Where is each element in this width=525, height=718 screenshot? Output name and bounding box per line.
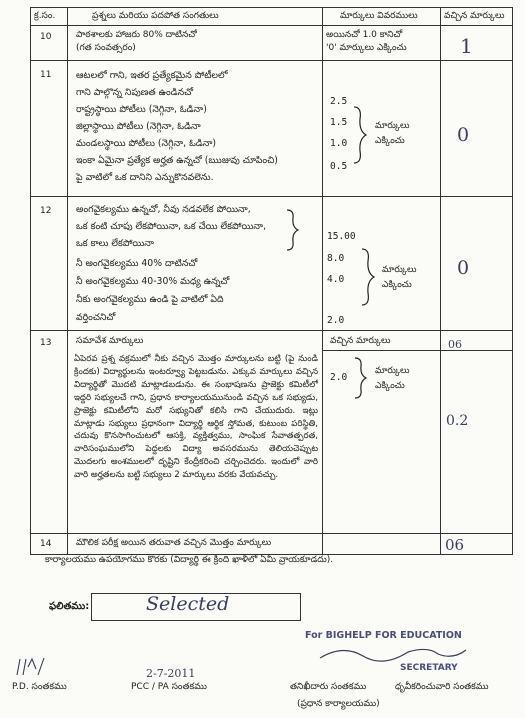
row10-marks-1: అయినచో 1.0 కానిచో (326, 30, 403, 40)
row11-line-3: రాష్ట్రస్థాయి పోటీలు (నెగ్గినా, ఓడినా) (76, 104, 207, 115)
row11-brace (350, 105, 370, 165)
signature-office: (ప్రధాన కార్యాలయము) (297, 699, 380, 709)
row10-line-1: పాఠశాలకు హాజరు 80% దాటినచో (76, 30, 197, 40)
row13-marks-1: మార్కులు (375, 366, 410, 376)
row-number: 10 (40, 32, 52, 42)
row10-marks-2: '0' మార్కులు ఎక్కించు (326, 43, 407, 53)
row11-marks-2: ఎక్కించు (375, 136, 405, 146)
marks-table (30, 7, 513, 554)
row12-line-1: అంగవైకల్యము ఉన్నచో, నీవు నడవలేక పోయినా, (76, 204, 251, 215)
row11-line-2: గాని పాల్గొన్న నిపుణత ఉండినచో (76, 87, 194, 98)
row11-line-1: ఆటలలో గాని, ఇతర ప్రత్యేకమైన పోటీలలో (76, 70, 228, 81)
pcc-signature: 2-7-2011 (146, 667, 196, 680)
row-number: 13 (40, 338, 52, 348)
row12-marks-1: మార్కులు (382, 265, 417, 275)
row10-obtained: 1 (460, 34, 473, 58)
row12-value-1: 15.00 (327, 231, 356, 242)
row11-line-6: ఇంకా ఏమైనా ప్రత్యేక అర్హత ఉన్నచో (ఋజువు చూపించి) (76, 155, 278, 166)
office-note: కార్యాలయము ఉపయోగము కొరకు (విద్యార్థి ఈ క్రింది ఖాళీలో ఏమీ వ్రాయకూడదు). (45, 555, 334, 565)
row13-brace (352, 356, 370, 400)
stamp-secretary: SECRETARY (400, 663, 458, 673)
row12-line-5: నీ అంగవైకల్యము 40-30% మధ్య ఉన్నచో (76, 276, 230, 287)
row13-obtained: 0.2 (446, 413, 469, 429)
row12-marks-2: ఎక్కించు (382, 280, 412, 290)
row12-obtained: 0 (457, 257, 470, 279)
row11-line-7: పై వాటిలో ఒక దానిని ఎన్నుకొనవలెను. (76, 172, 214, 183)
row11-value-2: 1.5 (330, 117, 348, 128)
row11-value-1: 2.5 (330, 96, 348, 107)
row-number: 14 (40, 539, 52, 549)
signature-pd: P.D. సంతకము (12, 682, 67, 692)
row12-line-2: ఒక కంటి చూపు లేకపోయినా, ఒక చేయి లేకపోయినా, (76, 221, 267, 232)
signature-approve: ధృవీకరించువారి సంతకము (395, 682, 489, 692)
row13-obtained-label: వచ్చిన మార్కులు (330, 336, 391, 346)
row13-marks-2: ఎక్కించు (375, 381, 405, 391)
header-question: ప్రశ్నలు మరియు పదపోత సంగతులు (92, 11, 219, 21)
row12-line-6: నీకు అంగవైకల్యము ఉండి పై వాటిలో ఏది (76, 294, 224, 305)
row12-line-3: ఒక కాలు లేకపోయినా (76, 238, 154, 249)
row12-brace-left (284, 208, 302, 252)
pd-signature (14, 655, 48, 677)
row12-line-4: నీ అంగవైకల్యము 40% దాటినచో (76, 258, 198, 269)
stamp-signature (318, 640, 468, 665)
row12-line-7: వర్తించనిచో (76, 312, 116, 323)
header-marks-obtained: వచ్చిన మార్కులు (444, 11, 505, 21)
row13-paragraph: ఏపెరవ ప్రశ్న వక్రములో నీకు వచ్చిన మొత్తం మార్కులను బట్టి (పై నుండి క్రిందకు) విద్యార్థులను ఇంటర్వ్యూ పెట్టబడును. ఎక్కువ మార్కులు వచ్చిన విద్యార్థితో మొదటి మాట్లాడబడును. ఈ సంభాషణను ప్రాజెక్టు కమిటీలో ఇద్దరి సభ్యులచే గాని, ప్రధాన కార్యాలయమునుండి వచ్చిన ఒక సభ్యుడు, ప్రాజెక్టు కమిటీలోని మరో సభ్యునితో కలిసి గాని చేయుదురు. ఇట్లు మాట్లాడు సభ్యులు ప్రధానంగా విద్యార్థి ఆర్థిక స్తోమత, కుటుంబ పరిస్థితి, చదువు కొనసాగించుటలో ఆసక్తి, వ్యక్తిత్వము, సాంఘిక సేవాతత్పరత, వారిసంఘములోని పెద్దలకు విద్యా అవసరమును తెలియచెప్పుట మొదలగు అంశములలో దృష్టిని కేంద్రీకరించి చర్చించెదరు. ఇందులో వారి వారి అర్హతలను బట్టి సభ్యులు 2 మార్కులు వరకు వేయవచ్చు. (74, 354, 318, 481)
signature-pcc: PCC / PA సంతకము (131, 682, 207, 692)
header-marks-detail: మార్కులు వివరములు (340, 11, 418, 21)
row11-value-4: 0.5 (330, 161, 348, 172)
row12-brace-right (358, 247, 378, 307)
row12-value-4: 2.0 (327, 315, 345, 326)
row11-line-4: జిల్లాస్థాయి పోటీలు (నెగ్గినా, ఓడినా (76, 121, 201, 132)
result-value: Selected (146, 593, 230, 615)
row-number: 12 (40, 206, 52, 216)
row13-value: 2.0 (330, 372, 348, 383)
row-number: 11 (40, 70, 52, 80)
row11-line-5: మండలస్థాయి పోటీలు (నెగ్గినా, ఓడినా) (76, 138, 217, 149)
row13-title: సమావేశ మార్కులు (76, 336, 144, 346)
row14-obtained: 06 (445, 536, 465, 554)
header-sno: క్ర.సం. (34, 11, 56, 21)
stamp-org: For BIGHELP FOR EDUCATION (305, 630, 462, 641)
result-label: ఫలితము: (49, 601, 90, 612)
row10-line-2: (గత సంవత్సరం) (76, 43, 136, 53)
row11-marks-1: మార్కులు (375, 121, 410, 131)
row14-text: మౌలిక పరీక్ష అయిన తరువాత వచ్చిన మొత్తం మార్కులు (76, 538, 272, 548)
row11-value-3: 1.0 (330, 138, 348, 149)
row12-value-3: 4.0 (327, 274, 345, 285)
row11-obtained: 0 (457, 124, 470, 146)
row13-obtained-top: 06 (448, 338, 462, 351)
row12-value-2: 8.0 (327, 253, 345, 264)
signature-check: తనిఖీదారు సంతకము (290, 682, 367, 692)
